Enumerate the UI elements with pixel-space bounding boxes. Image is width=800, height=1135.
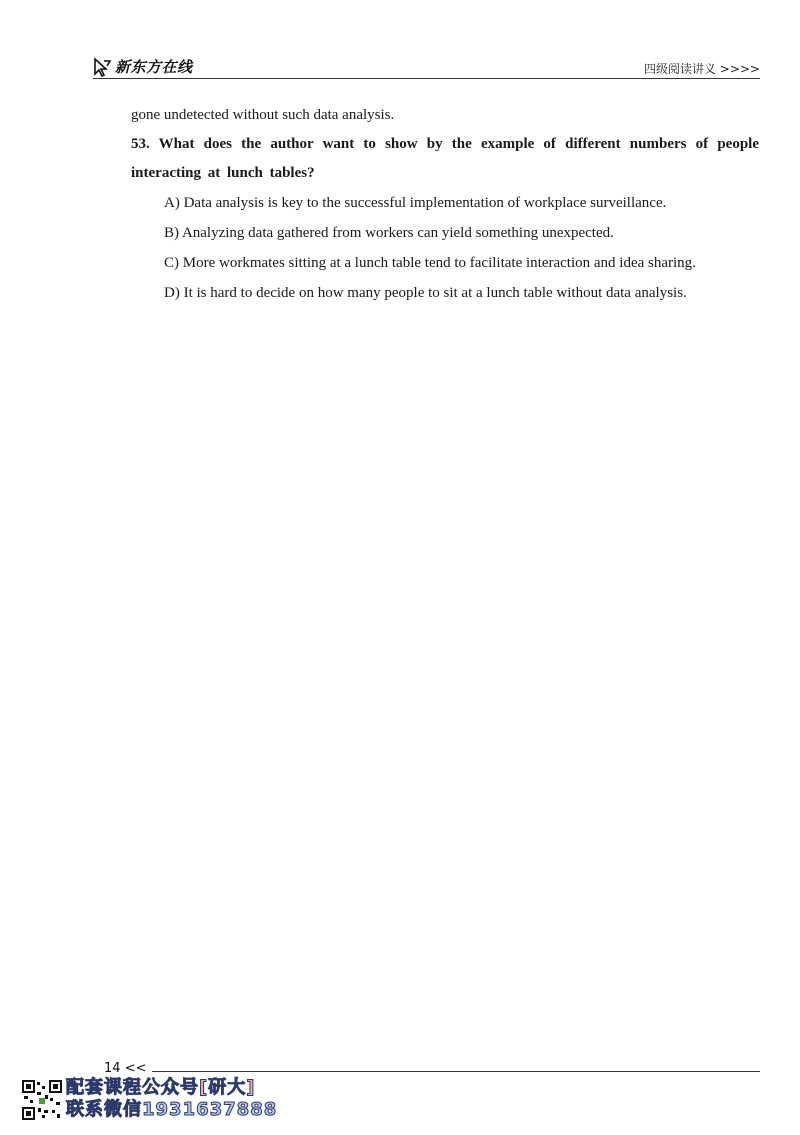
header-title: 四级阅读讲义 >>>> [643, 62, 760, 76]
page-number-value: 14 [104, 1061, 121, 1076]
option-c [164, 248, 759, 278]
continuation-text: gone undetected without such data analysis. [131, 107, 395, 123]
footer-divider [152, 1071, 760, 1072]
option-letter: D) [164, 285, 180, 301]
page-number [104, 1061, 146, 1076]
option-letter: C) [164, 255, 179, 271]
brand-logo [93, 56, 193, 77]
page-header [93, 50, 760, 80]
option-letter: B) [164, 225, 179, 241]
option-letter: A) [164, 195, 180, 211]
question-text: What does the author want to show by the example of different numbers of people interacting at lunch tables? [131, 136, 759, 181]
question-53 [131, 130, 759, 188]
option-text: More workmates sitting at a lunch table tend to facilitate interaction and idea sharing. [182, 255, 696, 271]
option-text: Analyzing data gathered from workers can yield something unexpected. [181, 225, 614, 241]
header-divider [93, 78, 760, 79]
page-arrows: << [124, 1061, 147, 1076]
question-number: 53. [131, 136, 150, 152]
qr-code-icon [22, 1080, 62, 1120]
logo-text: 新东方在线 [115, 58, 193, 76]
option-a [164, 188, 759, 218]
option-b [164, 218, 759, 248]
watermark-line-1: 配套课程公众号[研大] [66, 1077, 256, 1098]
watermark-line-2: 联系微信1931637888 [66, 1099, 278, 1120]
page-content [131, 101, 759, 308]
option-text: It is hard to decide on how many people to sit at a lunch table without data analysis. [183, 285, 687, 301]
logo-arrow-icon [93, 57, 113, 77]
option-d [164, 278, 759, 308]
option-text: Data analysis is key to the successful implementation of workplace surveillance. [183, 195, 667, 211]
